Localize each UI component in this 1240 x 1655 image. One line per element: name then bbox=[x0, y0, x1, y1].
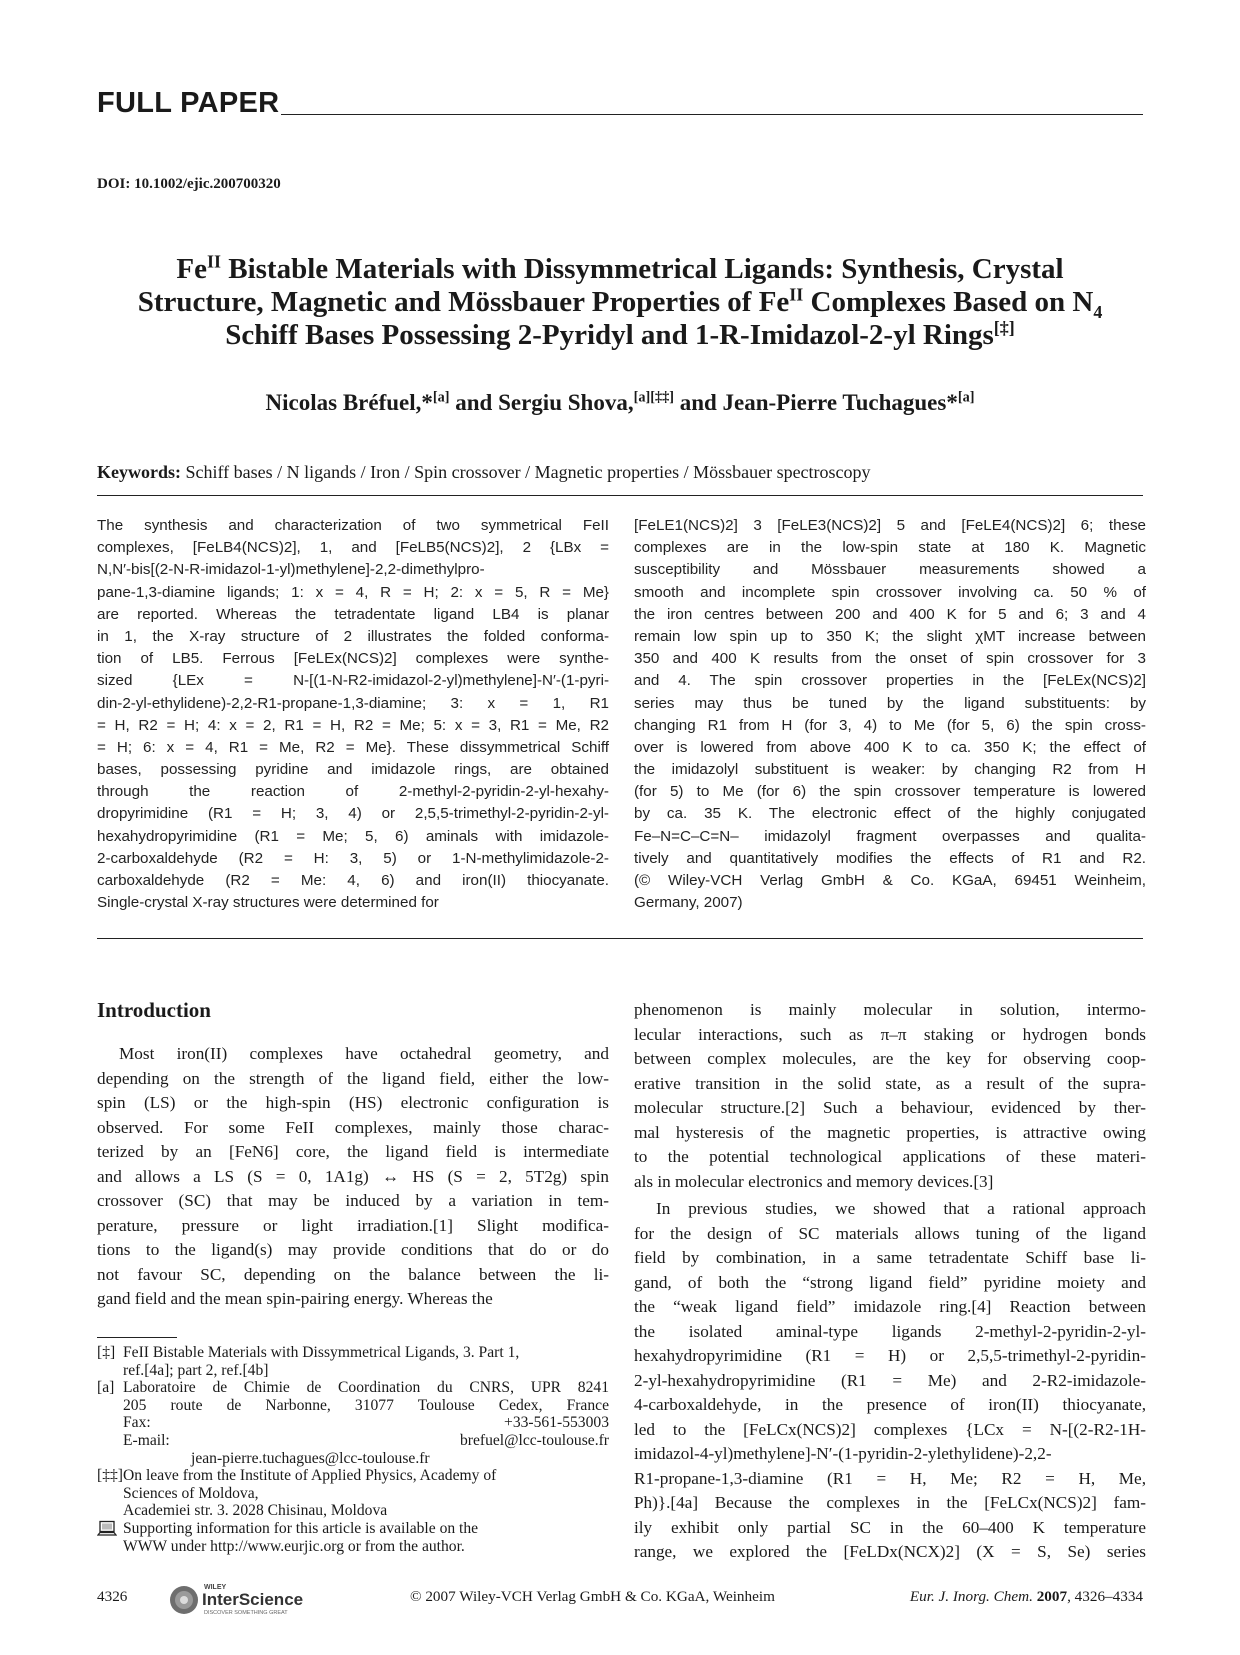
text-line: sized {LEx = N-[(1-N-R2-imidazol-2-yl)methylene]-N′-(1-pyri- bbox=[97, 672, 609, 690]
text-line: The synthesis and characterization of two symmetrical FeII bbox=[97, 517, 609, 534]
text-line: R1-propane-1,3-diamine (R1 = H, Me; R2 = H, Me, bbox=[634, 1468, 1146, 1488]
doi: DOI: 10.1002/ejic.200700320 bbox=[97, 176, 281, 192]
text-line: 4-carboxaldehyde, in the presence of iron(II) thiocyanate, bbox=[634, 1395, 1146, 1414]
text-line: ily exhibit only partial SC in the 60–400 K temperature bbox=[634, 1517, 1146, 1537]
text-line: [FeLE1(NCS)2] 3 [FeLE3(NCS)2] 5 and [FeLE4(NCS)2] 6; these bbox=[634, 517, 1146, 534]
text-line: erative transition in the solid state, as a result of the supra- bbox=[634, 1073, 1146, 1093]
text-line: carboxaldehyde (R2 = Me: 4, 6) and iron(II) thiocyanate. bbox=[97, 872, 609, 889]
text-line: Ph)}.[4a] Because the complexes in the [FeLCx(NCS)2] fam- bbox=[634, 1493, 1146, 1512]
text-line: FeII Bistable Materials with Dissymmetrical Ligands, 3. Part 1, bbox=[123, 1344, 520, 1361]
section-label: FULL PAPER bbox=[97, 87, 280, 119]
title-text: Bistable Materials with Dissymmetrical Ligands: Synthesis, Crystal bbox=[221, 253, 1064, 285]
page-footer bbox=[0, 1580, 1240, 1620]
header-rule bbox=[281, 114, 1143, 115]
keywords bbox=[97, 462, 871, 483]
text-line: hexahydropyrimidine (R1 = H) or 2,5,5-trimethyl-2-pyridin- bbox=[634, 1346, 1146, 1365]
text-line: terized by an [FeN6] core, the ligand field is intermediate bbox=[97, 1142, 609, 1161]
keywords-label: Keywords: bbox=[97, 462, 181, 482]
text-line: by ca. 35 K. The electronic effect of the highly conjugated bbox=[634, 805, 1146, 823]
logo-main-text: InterScience bbox=[202, 1590, 304, 1609]
text-line: smooth and incomplete spin crossover involving ca. 50 % of bbox=[634, 583, 1146, 601]
title-text: Structure, Magnetic and Mössbauer Properties of Fe bbox=[137, 286, 790, 318]
text-line: E-mail: brefuel@lcc-toulouse.fr bbox=[123, 1431, 609, 1449]
text-line: mal hysteresis of the magnetic properties, is attractive owing bbox=[634, 1122, 1146, 1142]
text-line: 205 route de Narbonne, 31077 Toulouse Cedex, France bbox=[123, 1396, 609, 1414]
footnote-supporting-info bbox=[97, 1520, 609, 1555]
text-line: phenomenon is mainly molecular in solution, intermo- bbox=[634, 1000, 1146, 1019]
title-text: Complexes Based on N bbox=[803, 286, 1094, 318]
author-name: Nicolas Bréfuel,* bbox=[265, 390, 433, 415]
title-footnote-mark: [‡] bbox=[993, 317, 1015, 338]
text-line: Fe–N=C–C=N– imidazolyl fragment overpasses and qualita- bbox=[634, 827, 1146, 845]
journal-pages: , 4326–4334 bbox=[1067, 1588, 1143, 1605]
logo-tagline-text: DISCOVER SOMETHING GREAT bbox=[204, 1610, 288, 1616]
text-line: In previous studies, we showed that a rational approach bbox=[656, 1199, 1146, 1218]
paragraph bbox=[634, 1197, 1146, 1565]
title-text: Schiff Bases Possessing 2-Pyridyl and 1-R-Imidazol-2-yl Rings bbox=[225, 319, 994, 351]
title-sub: 4 bbox=[1093, 301, 1103, 322]
text-line: the “weak ligand field” imidazole ring.[4] Reaction between bbox=[634, 1297, 1146, 1316]
text-line: = H, R2 = H; 4: x = 2, R1 = H, R2 = Me; 5: x = 3, R1 = Me, R2 bbox=[97, 716, 609, 734]
article-title bbox=[80, 253, 1160, 352]
section-heading: Introduction bbox=[97, 998, 211, 1022]
text-line: observed. For some FeII complexes, mainly those charac- bbox=[97, 1117, 609, 1137]
text-line: ref.[4a]; part 2, ref.[4b] bbox=[123, 1361, 269, 1379]
interscience-logo bbox=[166, 1580, 336, 1616]
page-number: 4326 bbox=[97, 1588, 128, 1605]
text-line: complexes, [FeLB4(NCS)2], 1, and [FeLB5(NCS)2], 2 {LBx = bbox=[97, 539, 609, 557]
text-line: range, we explored the [FeLDx(NCX)2] (X = S, Se) series bbox=[634, 1542, 1146, 1561]
footnote-double-dagger bbox=[97, 1467, 609, 1520]
footnote-rule bbox=[97, 1337, 177, 1338]
text-line: Laboratoire de Chimie de Coordination du CNRS, UPR 8241 bbox=[123, 1379, 609, 1397]
body-left-column bbox=[97, 1042, 609, 1312]
supporting-info-icon bbox=[97, 1520, 117, 1542]
text-line: gand field and the mean spin-pairing energy. Whereas the bbox=[97, 1289, 493, 1308]
text-line: through the reaction of 2-methyl-2-pyridin-2-yl-hexahy- bbox=[97, 783, 609, 801]
text-line: 2-yl-hexahydropyrimidine (R1 = Me) and 2-R2-imidazole- bbox=[634, 1370, 1146, 1390]
text-line: complexes are in the low-spin state at 180 K. Magnetic bbox=[634, 539, 1146, 557]
text-line: crossover (SC) that may be induced by a variation in tem- bbox=[97, 1191, 609, 1210]
text-line: Germany, 2007) bbox=[634, 894, 743, 912]
text-line: bases, possessing pyridine and imidazole rings, are obtained bbox=[97, 761, 609, 779]
title-sup: II bbox=[207, 251, 221, 272]
text-line: als in molecular electronics and memory devices.[3] bbox=[634, 1171, 994, 1191]
footnotes bbox=[97, 1344, 609, 1555]
text-line: molecular structure.[2] Such a behaviour, evidenced by ther- bbox=[634, 1098, 1146, 1117]
text-line: (© Wiley-VCH Verlag GmbH & Co. KGaA, 69451 Weinheim, bbox=[634, 872, 1146, 889]
footnote-mark: [‡‡] bbox=[97, 1467, 123, 1485]
paragraph bbox=[634, 998, 1146, 1194]
header-bar bbox=[97, 78, 1143, 118]
text-line: N,N′-bis[(2-N-R-imidazol-1-yl)methylene]-2,2-dimethylpro- bbox=[97, 561, 485, 579]
text-line: Sciences of Moldova, bbox=[123, 1484, 259, 1502]
text-line: jean-pierre.tuchagues@lcc-toulouse.fr bbox=[191, 1449, 430, 1467]
footnote-text bbox=[123, 1467, 609, 1520]
text-line: to the potential technological applications of these materi- bbox=[634, 1147, 1146, 1166]
text-line: series may thus be tuned by the ligand substituents: by bbox=[634, 694, 1146, 712]
abstract-right-column bbox=[634, 515, 1146, 914]
text-line: between complex molecules, are the key for observing coop- bbox=[634, 1049, 1146, 1068]
journal-year: 2007 bbox=[1036, 1588, 1068, 1605]
text-line: spin (LS) or the high-spin (HS) electronic configuration is bbox=[97, 1093, 609, 1112]
footnote-text bbox=[123, 1520, 609, 1555]
affiliation-mark: [a][‡‡] bbox=[633, 389, 674, 406]
text-line: imidazol-4-yl)methylene]-N′-(1-pyridin-2-ylethylidene)-2,2- bbox=[634, 1444, 1052, 1463]
text-line: Academiei str. 3. 2028 Chisinau, Moldova bbox=[123, 1502, 388, 1520]
text-line: the isolated aminal-type ligands 2-methyl-2-pyridin-2-yl- bbox=[634, 1321, 1146, 1341]
text-line: hexahydropyrimidine (R1 = Me; 5, 6) aminals with imidazole- bbox=[97, 827, 609, 845]
text-line: led to the [FeLCx(NCS)2] complexes {LCx = N-[(2-R2-1H- bbox=[634, 1419, 1146, 1439]
text-line: Most iron(II) complexes have octahedral geometry, and bbox=[119, 1044, 609, 1063]
footnote-text bbox=[123, 1344, 609, 1379]
text-line: and 4. The spin crossover properties in the [FeLEx(NCS)2] bbox=[634, 672, 1146, 690]
text-line: pane-1,3-diamine ligands; 1: x = 4, R = H; 2: x = 5, R = Me} bbox=[97, 583, 609, 601]
abstract-rule-top bbox=[97, 495, 1143, 496]
keywords-text: Schiff bases / N ligands / Iron / Spin crossover / Magnetic properties / Mössbauer spectroscopy bbox=[181, 462, 871, 482]
text-line: depending on the strength of the ligand field, either the low- bbox=[97, 1068, 609, 1088]
footnote-mark: [‡] bbox=[97, 1344, 116, 1361]
text-line: changing R1 from H (for 3, 4) to Me (for 5, 6) the spin cross- bbox=[634, 716, 1146, 734]
copyright-notice: © 2007 Wiley-VCH Verlag GmbH & Co. KGaA, Weinheim bbox=[410, 1588, 775, 1605]
author-list bbox=[80, 390, 1160, 416]
text-line: lecular interactions, such as π–π staking or hydrogen bonds bbox=[634, 1024, 1146, 1044]
affiliation-mark: [a] bbox=[432, 389, 450, 406]
text-line: Supporting information for this article is available on the bbox=[123, 1519, 479, 1537]
text-line: are reported. Whereas the tetradentate ligand LB4 is planar bbox=[97, 605, 609, 623]
text-line: dropyrimidine (R1 = H; 3, 4) or 2,5,5-trimethyl-2-pyridin-2-yl- bbox=[97, 805, 609, 823]
text-line: tions to the ligand(s) may provide conditions that do or do bbox=[97, 1240, 609, 1259]
footnote-affiliation bbox=[97, 1379, 609, 1467]
text-line: tively and quantitatively modifies the effects of R1 and R2. bbox=[634, 849, 1146, 867]
footnote-text bbox=[123, 1379, 609, 1467]
text-line: 350 and 400 K results from the onset of spin crossover for 3 bbox=[634, 650, 1146, 668]
logo-top-text: WILEY bbox=[204, 1584, 227, 1591]
body-right-column bbox=[634, 998, 1146, 1565]
text-line: over is lowered from above 400 K to ca. 350 K; the effect of bbox=[634, 738, 1146, 756]
text-line: the iron centres between 200 and 400 K for 5 and 6; 3 and 4 bbox=[634, 605, 1146, 623]
abstract-left-column bbox=[97, 515, 609, 914]
text-line: in 1, the X-ray structure of 2 illustrates the folded conforma- bbox=[97, 627, 609, 645]
text-line: susceptibility and Mössbauer measurements showed a bbox=[634, 561, 1146, 579]
footnote-mark: [a] bbox=[97, 1379, 115, 1397]
footnote-dagger bbox=[97, 1344, 609, 1379]
text-line: not favour SC, depending on the balance between the li- bbox=[97, 1264, 609, 1284]
text-line: remain low spin up to 350 K; the slight χMT increase between bbox=[634, 627, 1146, 645]
text-line: din-2-yl-ethylidene)-2,2-R1-propane-1,3-diamine; 3: x = 1, R1 bbox=[97, 694, 609, 712]
journal-citation bbox=[910, 1588, 1143, 1606]
text-line: tion of LB5. Ferrous [FeLEx(NCS)2] complexes were synthe- bbox=[97, 650, 609, 668]
journal-name: Eur. J. Inorg. Chem. bbox=[909, 1588, 1033, 1605]
text-line: WWW under http://www.eurjic.org or from the author. bbox=[123, 1537, 465, 1555]
title-text: Fe bbox=[176, 253, 207, 285]
text-line: the imidazolyl substituent is weaker: by changing R2 from H bbox=[634, 761, 1146, 779]
text-line: Fax: +33-561-553003 bbox=[123, 1414, 609, 1432]
text-line: for the design of SC materials allows tuning of the ligand bbox=[634, 1223, 1146, 1243]
title-sup: II bbox=[789, 284, 804, 305]
text-line: and allows a LS (S = 0, 1A1g) ↔ HS (S = 2, 5T2g) spin bbox=[97, 1166, 609, 1186]
text-line: On leave from the Institute of Applied Physics, Academy of bbox=[123, 1467, 497, 1485]
text-line: 2-carboxaldehyde (R2 = H: 3, 5) or 1-N-methylimidazole-2- bbox=[97, 849, 609, 867]
affiliation-mark: [a] bbox=[957, 389, 975, 406]
author-name: and Sergiu Shova, bbox=[449, 390, 634, 415]
text-line: gand, of both the “strong ligand field” pyridine moiety and bbox=[634, 1272, 1146, 1292]
text-line: Single-crystal X-ray structures were determined for bbox=[97, 894, 439, 912]
abstract-rule-bottom bbox=[97, 938, 1143, 939]
author-name: and Jean-Pierre Tuchagues* bbox=[673, 390, 958, 415]
text-line: field by combination, in a same tetradentate Schiff base li- bbox=[634, 1248, 1146, 1267]
text-line: perature, pressure or light irradiation.[1] Slight modifica- bbox=[97, 1215, 609, 1235]
text-line: (for 5) to Me (for 6) the spin crossover temperature is lowered bbox=[634, 783, 1146, 801]
text-line: = H; 6: x = 4, R1 = Me, R2 = Me}. These dissymmetrical Schiff bbox=[97, 738, 609, 756]
